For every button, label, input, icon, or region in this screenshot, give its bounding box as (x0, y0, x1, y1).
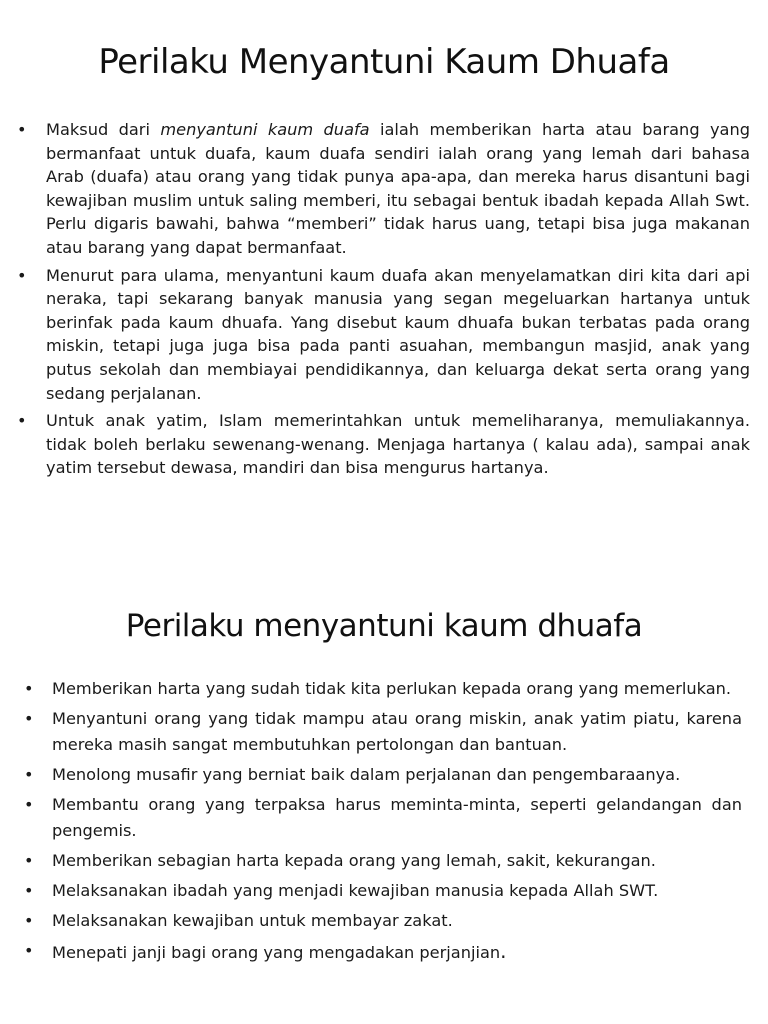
list-item (0, 264, 768, 406)
list-item (0, 792, 768, 844)
bullet-icon: • (17, 120, 27, 139)
paragraph-text: Maksud dari (46, 120, 161, 139)
paragraph-text: Untuk anak yatim, Islam memerintahkan untuk memeliharanya, memuliakannya. tidak boleh berlaku sewenang-wenang. Menjaga hartanya ( kalau ada), sampai anak yatim tersebut dewasa, mandiri dan bisa mengurus hartanya. (46, 411, 750, 478)
list-item (0, 676, 768, 702)
slide-title: Perilaku Menyantuni Kaum Dhuafa (98, 42, 670, 82)
bullet-icon: • (24, 679, 34, 698)
list-item (0, 908, 768, 934)
bullet-icon: • (24, 709, 34, 728)
paragraph-text: ialah memberikan harta atau barang yang bermanfaat untuk duafa, kaum duafa sendiri ialah orang yang lemah dari bahasa Arab (duafa) atau orang yang tidak punya apa-apa, dan mereka harus disantuni bagi kewajiban muslim untuk saling memberi, itu sebagai bentuk ibadah kepada Allah Swt. Perlu digaris bawahi, bahwa “memberi” tidak harus uang, tetapi bisa juga makanan atau barang yang dapat bermanfaat. (46, 120, 751, 257)
bullet-list (0, 118, 768, 484)
list-item (0, 848, 768, 874)
list-item (0, 706, 768, 758)
slide-2 (0, 560, 768, 1024)
list-item (0, 409, 768, 480)
bullet-icon: • (17, 265, 27, 285)
bullet-icon: • (24, 911, 34, 930)
bullet-icon: • (24, 881, 34, 900)
bullet-icon: • (24, 941, 34, 960)
end-period: . (500, 939, 507, 963)
item-text: Melaksanakan kewajiban untuk membayar zakat. (52, 911, 453, 930)
list-item (0, 762, 768, 788)
bullet-icon: • (24, 765, 34, 784)
item-text: Menepati janji bagi orang yang mengadakan perjanjian (52, 943, 501, 962)
paragraph-text: Menurut para ulama, menyantuni kaum duafa akan menyelamatkan diri kita dari api neraka, tapi sekarang banyak manusia yang segan megeluarkan hartanya untuk berinfak pada kaum dhuafa. Yang disebut kaum dhuafa bukan terbatas pada orang miskin, tetapi juga juga bisa pada panti asuahan, membangun masjid, anak yang putus sekolah dan membiayai pendidikannya, dan keluarga dekat serta orang yang sedang perjalanan. (46, 265, 750, 403)
list-item (0, 938, 768, 966)
bullet-list (0, 676, 768, 970)
bullet-icon: • (17, 411, 27, 431)
bullet-icon: • (24, 851, 34, 870)
item-text: Memberikan harta yang sudah tidak kita perlukan kepada orang yang memerlukan. (52, 679, 732, 698)
list-item (0, 878, 768, 904)
item-text: Menolong musafir yang berniat baik dalam perjalanan dan pengembaraanya. (52, 765, 681, 784)
item-text: Memberikan sebagian harta kepada orang yang lemah, sakit, kekurangan. (52, 851, 656, 870)
item-text: Membantu orang yang terpaksa harus meminta-minta, seperti gelandangan dan pengemis. (52, 795, 742, 840)
item-text: Melaksanakan ibadah yang menjadi kewajiban manusia kepada Allah SWT. (52, 881, 659, 900)
emphasis-text: menyantuni kaum duafa (160, 120, 370, 139)
slide-title: Perilaku menyantuni kaum dhuafa (125, 608, 643, 644)
item-text: Menyantuni orang yang tidak mampu atau orang miskin, anak yatim piatu, karena mereka masih sangat membutuhkan pertolongan dan bantuan. (52, 709, 742, 754)
bullet-icon: • (24, 795, 34, 814)
list-item (0, 118, 768, 260)
